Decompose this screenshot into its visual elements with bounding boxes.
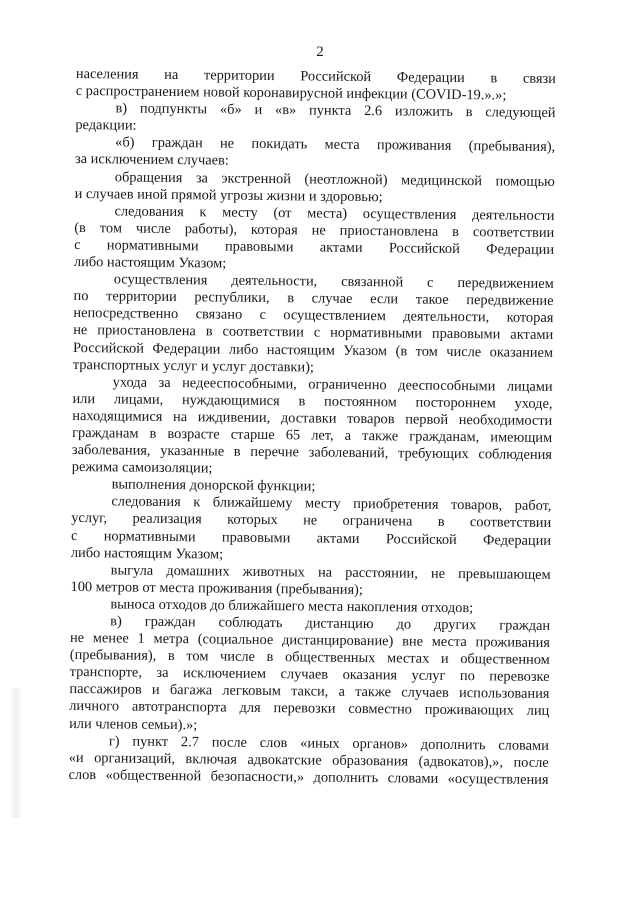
text-line: (в том числе работы), которая не приостановлена в соответствии [74, 219, 555, 241]
text-line: режима самоизоляции; [71, 459, 213, 477]
text-line: услуг, реализация которых не ограничена в соответствии [71, 510, 552, 532]
scan-artifact [10, 688, 22, 818]
text-line: Российской Федерации либо настоящим Указом (в том числе оказанием [72, 339, 554, 361]
text-line: в) граждан соблюдать дистанцию до других граждан [110, 613, 551, 634]
text-line: или лицами, нуждающимися в постоянном постороннем уходе, [72, 390, 553, 412]
text-line: непосредственно связано с осуществлением деятельности, которая [73, 305, 554, 327]
text-line: заболевания, указанные в перечне заболеваний, требующих соблюдения [71, 442, 553, 464]
text-line: транспорте, за исключением случаев оказания услуг по перевозке [69, 664, 550, 686]
text-line: слов «общественной безопасности,» дополнить словами «осуществления [68, 766, 549, 788]
text-line: находящимися на иждивении, доставки товаров первой необходимости [72, 407, 553, 429]
text-line: с распространением новой коронавирусной инфекции (COVID-19.».»; [75, 83, 507, 104]
text-line: или членов семьи).»; [69, 715, 198, 733]
text-line: в) подпункты «б» и «в» пункта 2.6 изложить в следующей [115, 100, 556, 122]
document-body [68, 66, 555, 789]
text-line: населения на территории Российской Федерации в связи [75, 66, 556, 88]
text-line: с нормативными правовыми актами Российской Федерации [74, 236, 555, 258]
page-number: 2 [316, 44, 324, 60]
text-line: осуществления деятельности, связанной с передвижением [113, 271, 554, 293]
text-line: (пребывания), в том числе в общественных местах и общественном [69, 647, 550, 669]
text-line: по территории республики, в случае если такое передвижение [73, 288, 554, 310]
text-line: следования к месту (от места) осуществления деятельности [114, 203, 555, 224]
text-line: с нормативными правовыми актами Российской Федерации [70, 527, 552, 549]
text-line: и случаев иной прямой угрозы жизни и здоровью; [74, 185, 383, 205]
text-line: не менее 1 метра (социальное дистанцирование) вне места проживания [69, 630, 551, 652]
text-line: гражданам в возрасте старше 65 лет, а также гражданам, имеющим [72, 424, 553, 446]
text-line: «б) граждан не покидать места проживания (пребывания), [115, 134, 556, 156]
text-line: транспортных услуг и услуг доставки); [72, 356, 315, 376]
text-line: 100 метров от места проживания (пребывания); [70, 578, 363, 598]
text-line: выгула домашних животных на расстоянии, не превышающем [110, 562, 551, 583]
text-line: г) пункт 2.7 после слов «иных органов» дополнить словами [108, 733, 549, 754]
text-line: пассажиров и багажа легковым такси, а также случаев использования [69, 681, 550, 703]
text-line: обращения за экстренной (неотложной) медицинской помощью [114, 168, 555, 190]
text-line: выполнения донорской функции; [111, 476, 316, 495]
text-line: ухода за недееспособными, ограниченно дееспособными лицами [112, 374, 553, 395]
text-line: не приостановлена в соответствии с нормативными правовыми актами [73, 322, 554, 344]
text-line: за исключением случаев: [74, 151, 229, 170]
text-line: либо настоящим Указом; [73, 254, 227, 272]
text-line: редакции: [75, 117, 137, 134]
text-line: следования к ближайшему месту приобретения товаров, работ, [111, 493, 552, 515]
text-line: личного автотранспорта для перевозки совместно проживающих лиц [69, 698, 550, 720]
text-line: «и организаций, включая адвокатские образования (адвокатов),», после [68, 749, 549, 771]
text-line: либо настоящим Указом; [70, 544, 224, 563]
text-line: выноса отходов до ближайшего места накопления отходов; [110, 596, 474, 617]
